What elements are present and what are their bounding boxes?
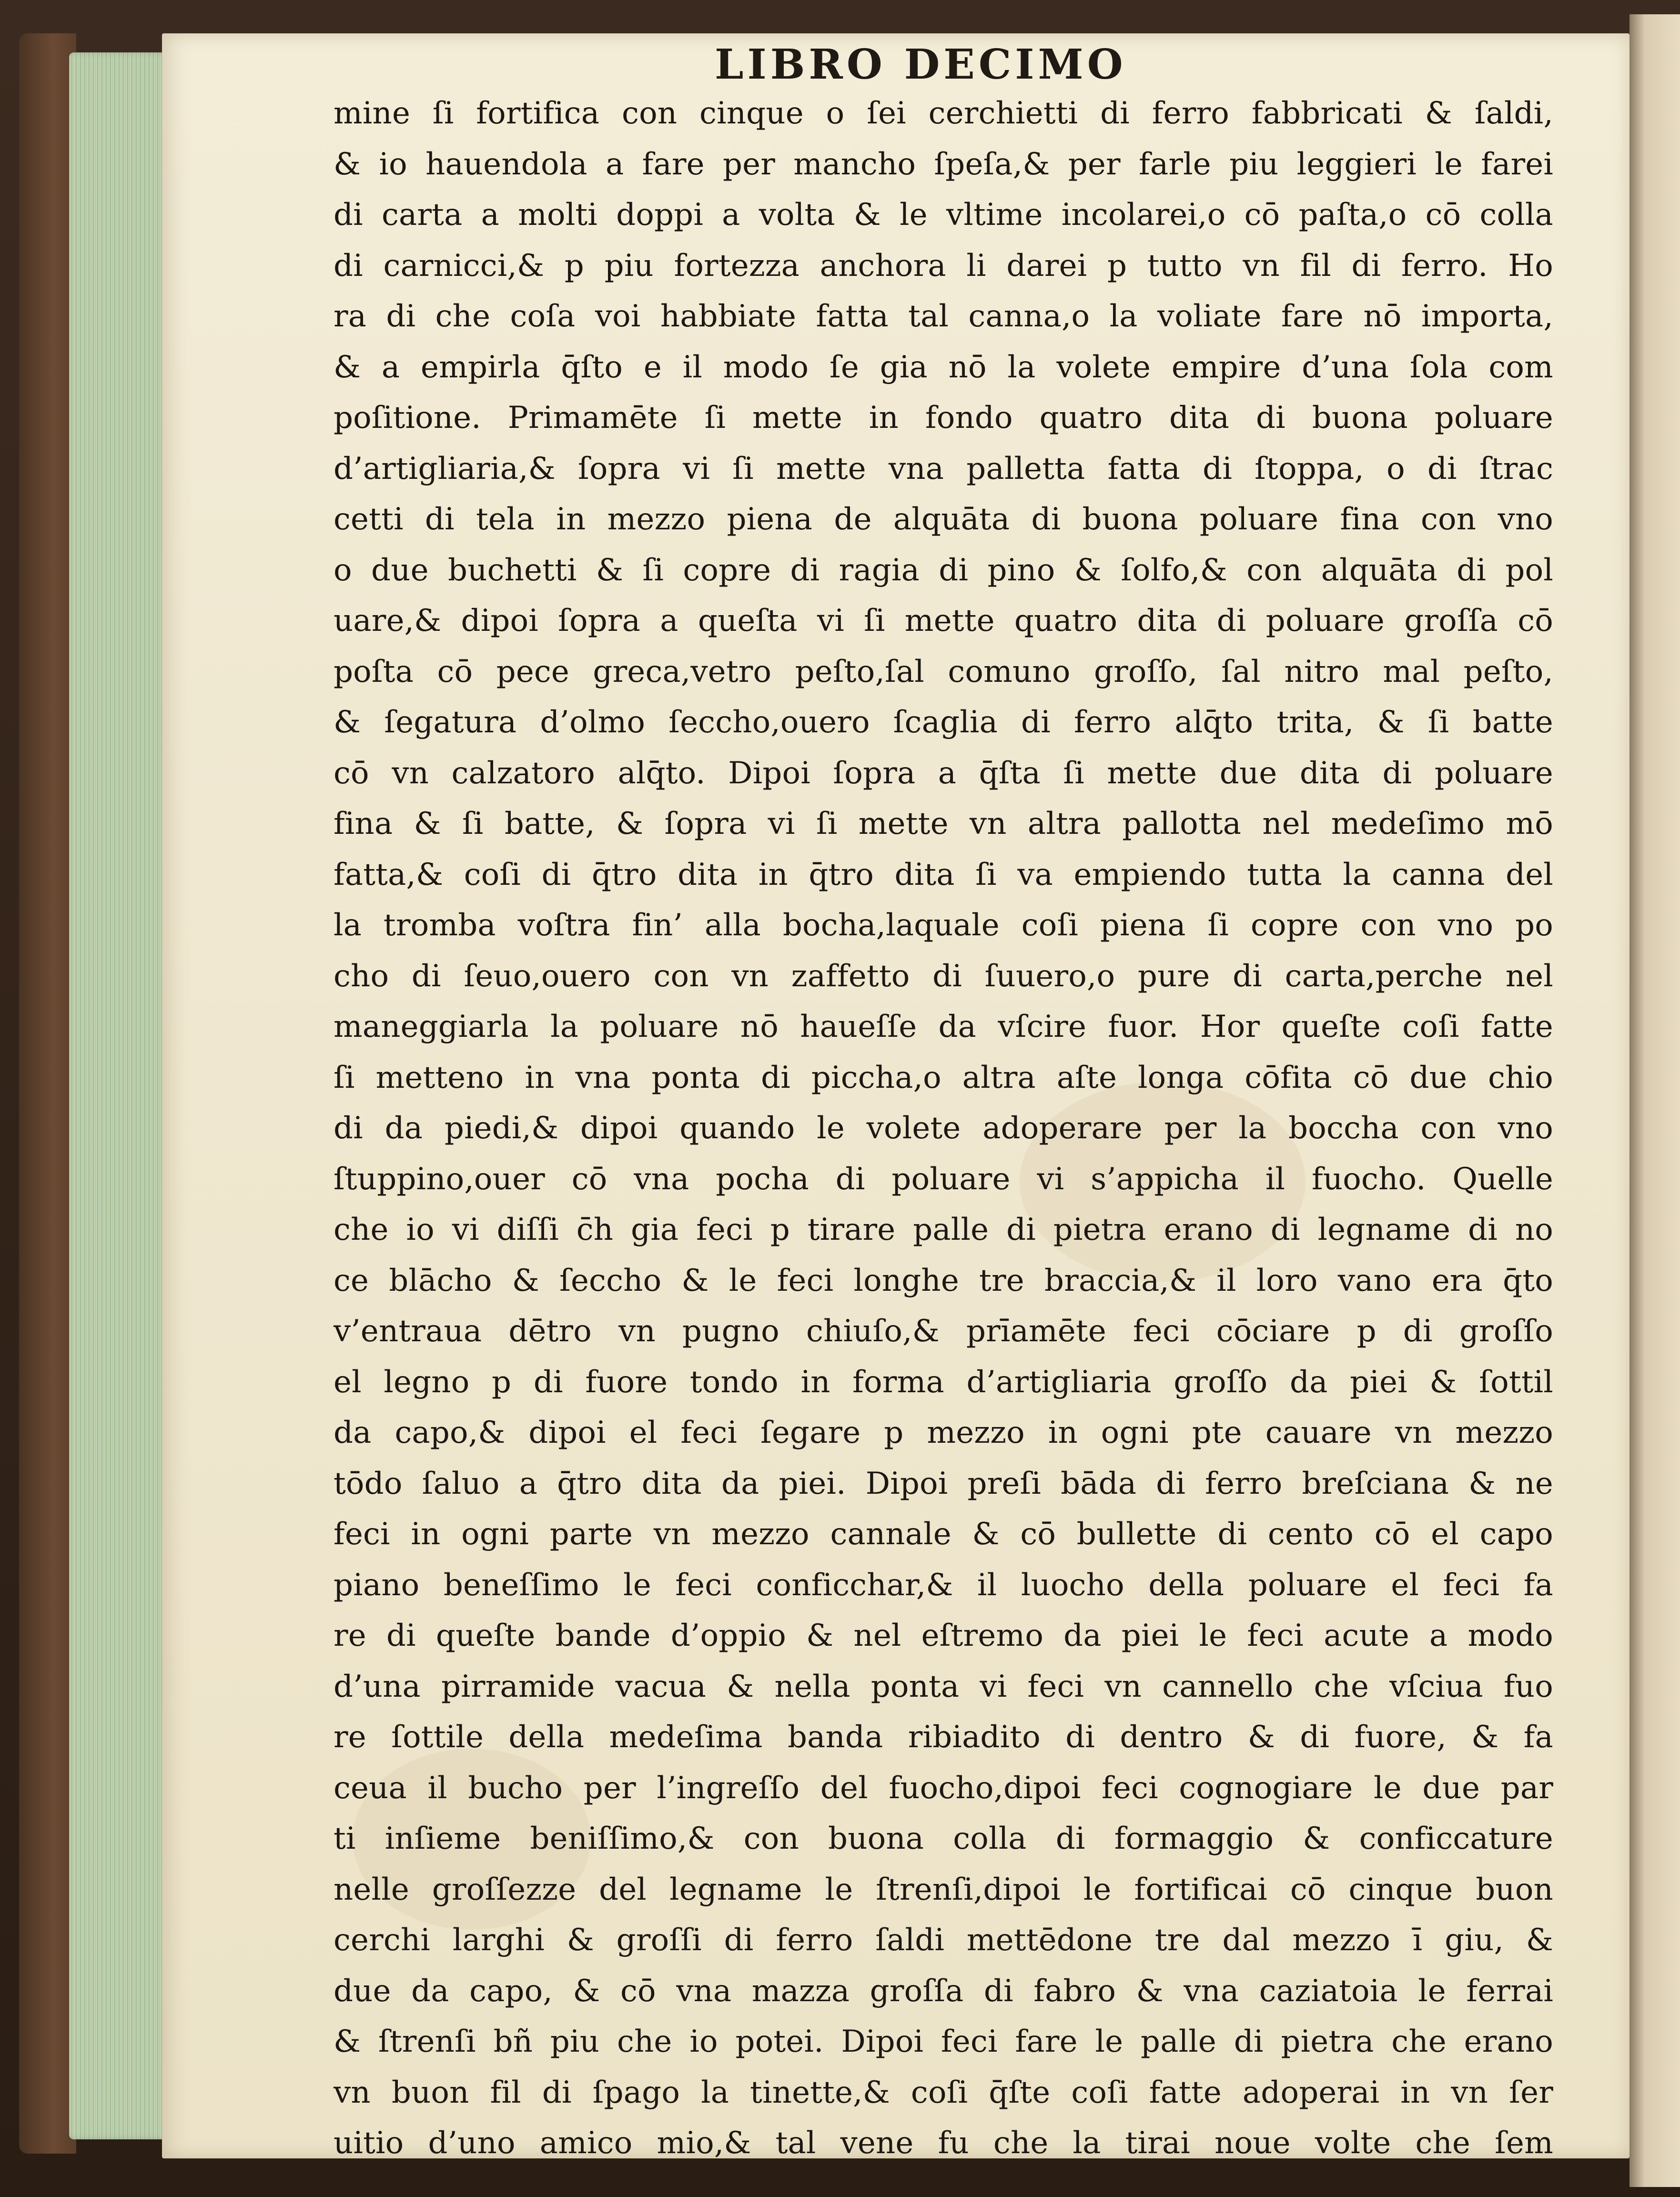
text-line: cetti di tela in mezzo piena de alquāta di buona poluare fina con vno xyxy=(334,502,1553,537)
text-line: o due buchetti & ſi copre di ragia di pino & ſolfo,& con alquāta di pol xyxy=(334,552,1553,588)
book-cover-edge xyxy=(19,33,76,2154)
text-line: poſitione. Primamēte ſi mette in fondo quatro dita di buona poluare xyxy=(334,400,1553,435)
text-line: di da piedi,& dipoi quando le volete adoperare per la boccha con vno xyxy=(334,1111,1553,1146)
text-line: di carnicci,& p piu fortezza anchora li darei p tutto vn fil di ferro. Ho xyxy=(334,248,1553,283)
text-line: fina & ſi batte, & ſopra vi ſi mette vn altra pallotta nel medeſimo mō xyxy=(334,806,1553,841)
text-line: poſta cō pece greca,vetro peſto,ſal comuno groſſo, ſal nitro mal peſto, xyxy=(334,654,1553,689)
text-line: uare,& dipoi ſopra a queſta vi ſi mette quatro dita di poluare groſſa cō xyxy=(334,603,1553,638)
text-line: fatta,& coſi di q̄tro dita in q̄tro dita ſi va empiendo tutta la canna del xyxy=(334,857,1553,892)
text-line: d’artigliaria,& ſopra vi ſi mette vna palletta fatta di ſtoppa, o di ſtrac xyxy=(334,451,1553,486)
text-line: cerchi larghi & groſſi di ferro ſaldi mettēdone tre dal mezzo ī giu, & xyxy=(334,1923,1553,1958)
text-line: feci in ogni parte vn mezzo cannale & cō bullette di cento cō el capo xyxy=(334,1517,1553,1552)
page-block-edges xyxy=(69,52,169,2139)
text-line: che io vi diſſi c̄h gia feci p tirare palle di pietra erano di legname di no xyxy=(334,1212,1553,1247)
body-text xyxy=(334,88,1553,2169)
text-line: & ſtrenſi bñ piu che io potei. Dipoi feci fare le palle di pietra che erano xyxy=(334,2024,1553,2059)
text-line: da capo,& dipoi el feci ſegare p mezzo in ogni pte cauare vn mezzo xyxy=(334,1415,1553,1450)
text-line: & io hauendola a fare per mancho ſpeſa,& per farle piu leggieri le farei xyxy=(334,146,1553,182)
text-line: v’entraua dētro vn pugno chiuſo,& prīamēte feci cōciare p di groſſo xyxy=(334,1314,1553,1349)
running-head: LIBRO DECIMO xyxy=(715,40,1127,89)
text-line: piano beneſſimo le feci conficchar,& il luocho della poluare el feci fa xyxy=(334,1567,1553,1603)
facing-page-sliver xyxy=(1629,14,1680,2187)
text-line: re ſottile della medeſima banda ribiadito di dentro & di fuore, & fa xyxy=(334,1720,1553,1755)
text-line: & ſegatura d’olmo ſeccho,ouero ſcaglia di ferro alq̄to trita, & ſi batte xyxy=(334,705,1553,740)
text-line: ceua il bucho per l’ingreſſo del fuocho,dipoi feci cognogiare le due par xyxy=(334,1770,1553,1806)
text-line: d’una pirramide vacua & nella ponta vi feci vn cannello che vſciua fuo xyxy=(334,1669,1553,1704)
text-line: el legno p di fuore tondo in forma d’artigliaria groſſo da piei & ſottil xyxy=(334,1364,1553,1400)
text-line: ſi metteno in vna ponta di piccha,o altra aſte longa cōfita cō due chio xyxy=(334,1060,1553,1095)
text-line: maneggiarla la poluare nō haueſſe da vſcire fuor. Hor queſte coſi fatte xyxy=(334,1009,1553,1044)
text-line: ſtuppino,ouer cō vna pocha di poluare vi s’appicha il fuocho. Quelle xyxy=(334,1161,1553,1197)
text-line: ti inſieme beniſſimo,& con buona colla di formaggio & conficcature xyxy=(334,1821,1553,1856)
text-line: tōdo ſaluo a q̄tro dita da piei. Dipoi preſi bāda di ferro breſciana & ne xyxy=(334,1466,1553,1501)
text-line: cō vn calzatoro alq̄to. Dipoi ſopra a q̄ſta ſi mette due dita di poluare xyxy=(334,755,1553,791)
text-line: uitio d’uno amico mio,& tal vene fu che la tirai noue volte che ſem xyxy=(334,2126,1553,2161)
text-line: la tromba voſtra fin’ alla bocha,laquale coſi piena ſi copre con vno po xyxy=(334,908,1553,943)
text-line: mine ſi fortifica con cinque o ſei cerchietti di ferro fabbricati & ſaldi, xyxy=(334,96,1553,131)
text-line: di carta a molti doppi a volta & le vltime incolarei,o cō paſta,o cō colla xyxy=(334,197,1553,233)
text-line: vn buon fil di ſpago la tinette,& coſi q̄ſte coſi fatte adoperai in vn ſer xyxy=(334,2075,1553,2110)
text-line: re di queſte bande d’oppio & nel eſtremo da piei le feci acute a modo xyxy=(334,1618,1553,1653)
text-line: & a empirla q̄ſto e il modo ſe gia nō la volete empire d’una ſola com xyxy=(334,349,1553,385)
text-line: cho di ſeuo,ouero con vn zaffetto di ſuuero,o pure di carta,perche nel xyxy=(334,958,1553,994)
text-line: nelle groſſezze del legname le ſtrenſi,dipoi le fortificai cō cinque buon xyxy=(334,1872,1553,1907)
text-line: ce blācho & ſeccho & le feci longhe tre braccia,& il loro vano era q̄to xyxy=(334,1263,1553,1298)
text-line: due da capo, & cō vna mazza groſſa di fabro & vna caziatoia le ferrai xyxy=(334,1973,1553,2009)
text-line: ra di che coſa voi habbiate fatta tal canna,o la voliate fare nō importa, xyxy=(334,299,1553,334)
